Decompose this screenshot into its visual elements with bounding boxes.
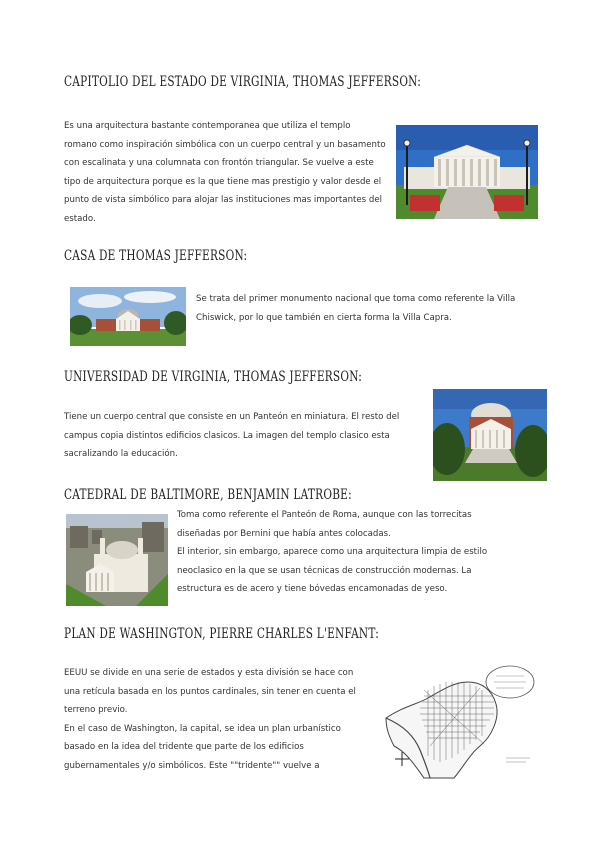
washington-plan-map [384,660,540,780]
paragraph-washington-plan [64,664,372,775]
baltimore-cathedral-photo [66,514,168,606]
paragraph-text: En el caso de Washington, la capital, se idea un plan urbanístico basado en la idea del tridente que parte de los edificios gubernamentales y/o simbólicos. Este ""tridente"" vuelve a [64,723,341,771]
virginia-capitol-photo [396,125,538,219]
paragraph-text: EEUU se divide en una serie de estados y esta división se hace con una retícula basada en los puntos cardinales, sin tener en cuenta el terreno previo. [64,668,356,715]
heading-washington-plan: PLAN DE WASHINGTON, PIERRE CHARLES L'ENFANT: [64,626,380,642]
paragraph-text: Toma como referente el Panteón de Roma, aunque con las torrecitas diseñadas por Bernini que había antes colocadas. [177,510,472,539]
university-rotunda-photo [433,389,547,481]
heading-baltimore-cathedral: CATEDRAL DE BALTIMORE, BENJAMIN LATROBE: [64,487,352,503]
paragraph-baltimore-cathedral [177,506,515,599]
paragraph-text: Tiene un cuerpo central que consiste en un Panteón en miniatura. El resto del campus copia distintos edificios clasicos. La imagen del templo clasico esta sacralizando la educación. [64,412,400,459]
paragraph-text: El interior, sin embargo, aparece como una arquitectura limpia de estilo neoclasico en la que se usan técnicas de construcción modernas. La estructura es de acero y tiene bóvedas encamonadas de yeso. [177,547,488,594]
paragraph-jefferson-house [196,290,526,327]
paragraph-text: Es una arquitectura bastante contemporanea que utiliza el templo romano como inspiración simbólica con un cuerpo central y un basamento con escalinata y una columnata con frontón triangular. Se vuelve a este tipo de arquitectura porque es la que tiene mas prestigio y valor desde el punto de vista simbólico para alojar las instituciones mas importantes del estado. [64,121,386,224]
paragraph-virginia-capitol [64,117,386,228]
heading-jefferson-house: CASA DE THOMAS JEFFERSON: [64,248,248,264]
paragraph-text: Se trata del primer monumento nacional que toma como referente la Villa Chiswick, por lo que también en cierta forma la Villa Capra. [196,294,516,323]
jefferson-house-photo [70,287,186,346]
paragraph-university-virginia [64,408,426,464]
heading-university-virginia: UNIVERSIDAD DE VIRGINIA, THOMAS JEFFERSON: [64,369,363,385]
heading-virginia-capitol: CAPITOLIO DEL ESTADO DE VIRGINIA, THOMAS JEFFERSON: [64,74,422,90]
